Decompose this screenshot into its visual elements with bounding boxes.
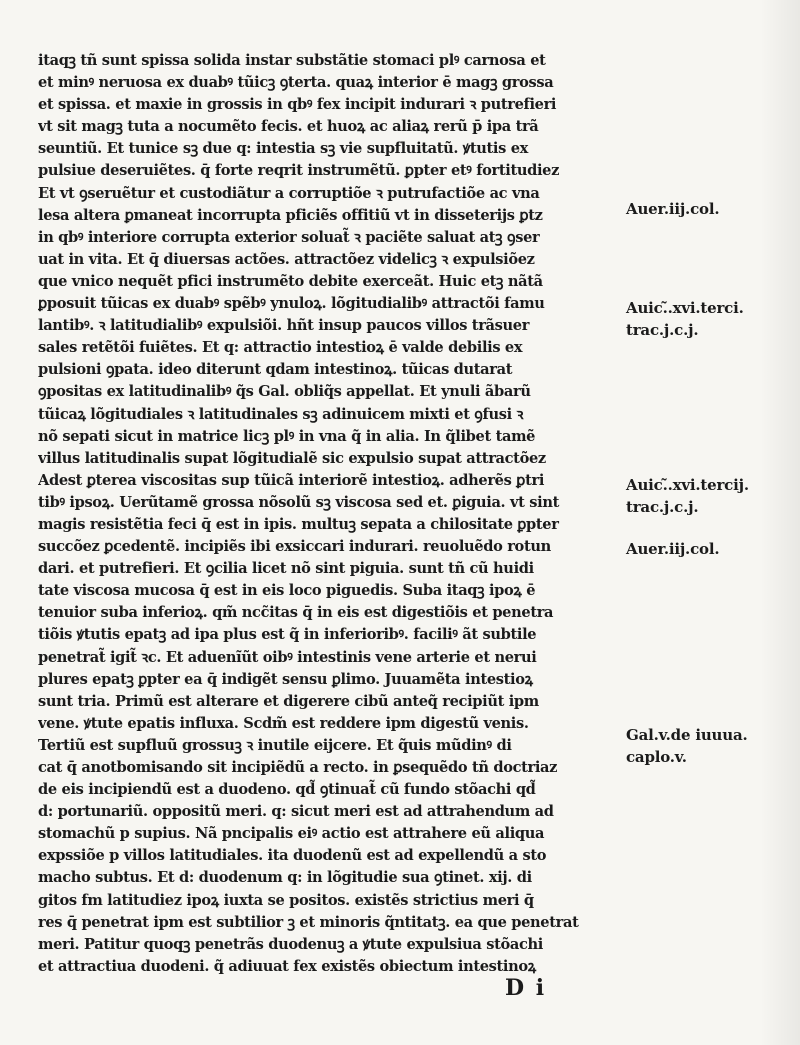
margin-note-2 [626, 297, 744, 341]
text-line: meri. Patitur quoqꝫ penetrãs duodenuꝫ a ꝟtute expulsiua stõachi [38, 935, 543, 953]
text-line: Et vt ꝯseruẽtur et custodiãtur a corruptiõe ꝛ putrufactiõe ac vna [38, 184, 540, 202]
text-line: nõ sepati sicut in matrice licꝫ plꝰ in vna q̃ in alia. In q̃libet tamẽ [38, 427, 536, 445]
text-line: stomachũ p supius. Nã pncipalis eiꝰ actio est attrahere eũ aliqua [38, 825, 545, 843]
text-line: tenuior suba inferioꝝ. qm̃ ncc̃itas q̄ in eis est digestiõis et penetra [38, 604, 554, 622]
margin-note-1-text: Auer.iij.col. [626, 200, 720, 218]
margin-note-3-line-1: Auic.̃.xvi.tercij. [626, 476, 749, 494]
text-line: lesa altera ꝑmaneat incorrupta pficiẽs offitiũ vt in disseterijs ꝑtz [38, 206, 543, 224]
margin-note-5-line-1: Gal.v.de iuuua. [626, 726, 748, 744]
text-line: pulsioni ꝯpata. ideo diterunt qdam intestinoꝝ. tũicas dutarat [38, 361, 513, 379]
text-line: tũicaꝝ lõgitudiales ꝛ latitudinales sꝫ adinuicem mixti et ꝯfusi ꝛ [38, 405, 524, 423]
text-line: in qbꝰ interiore corrupta exterior soluat̃ ꝛ paciẽte saluat atꝫ ꝯser [38, 228, 540, 246]
text-line: que vnico nequẽt pfici instrumẽto debite exerceãt. Huic etꝫ nãtã [38, 272, 543, 290]
text-line: vt sit magꝫ tuta a nocumẽto fecis. et huoꝝ ac aliaꝝ rerũ p̄ ipa trã [38, 118, 539, 136]
text-line: Tertiũ est supfluũ grossuꝫ ꝛ inutile eijcere. Et q̃uis mũdinꝰ di [38, 736, 512, 754]
text-line: seuntiũ. Et tunice sꝫ due q: intestia sꝫ vie supfluitatũ. ꝟtutis ex [38, 140, 528, 158]
text-line: gitos fm latitudiez ipoꝝ iuxta se positos. existẽs strictius meri q̄ [38, 891, 534, 909]
text-line: tibꝰ ipsoꝝ. Uerũtamẽ grossa nõsolũ sꝫ viscosa sed et. ꝑiguia. vt sint [38, 493, 559, 511]
text-line: uat in vita. Et q̄ diuersas actões. attractõez videlicꝫ ꝛ expulsiõez [38, 250, 535, 268]
margin-note-3 [626, 474, 749, 518]
text-line: res q̄ penetrat ipm est subtilior ꝫ et minoris q̃ntitatꝫ. ea que penetrat [38, 913, 579, 931]
text-line: villus latitudinalis supat lõgitudialẽ sic expulsio supat attractõez [38, 449, 546, 467]
text-line: lantibꝰ. ꝛ latitudialibꝰ expulsiõi. hñt insup paucos villos trãsuer [38, 317, 530, 335]
text-line: penetrat̃ igit̃ ꝛc. Et aduenĩũt oibꝰ intestinis vene arterie et nerui [38, 648, 537, 666]
text-line: macho subtus. Et d: duodenum q: in lõgitudie sua ꝯtinet. xij. di [38, 869, 532, 887]
text-line: Adest ꝑterea viscositas sup tũicã interiorẽ intestioꝝ. adherẽs ꝑtri [38, 471, 545, 489]
text-line: et attractiua duodeni. q̃ adiuuat fex existẽs obiectum intestinoꝝ [38, 957, 536, 975]
margin-note-4 [626, 538, 719, 560]
text-line: ꝑposuit tũicas ex duabꝰ spẽbꝰ ynuloꝝ. lõgitudialibꝰ attractõi famu [38, 295, 545, 313]
text-line: tate viscosa mucosa q̄ est in eis loco piguedis. Suba itaqꝫ ipoꝝ ē [38, 582, 536, 600]
margin-note-5-line-2: caplo.v. [626, 748, 687, 766]
text-line: itaqꝫ tñ sunt spissa solida instar substãtie stomaci plꝰ carnosa et [38, 52, 546, 69]
text-line: sunt tria. Primũ est alterare et digerere cibũ anteq̃ recipiũt ipm [38, 692, 539, 710]
text-line: et minꝰ neruosa ex duabꝰ tũicꝫ ꝯterta. quaꝝ interior ē magꝫ grossa [38, 74, 554, 92]
text-line: et spissa. et maxie in grossis in qbꝰ fex incipit indurari ꝛ putrefieri [38, 96, 557, 114]
text-line: d: portunariũ. oppositũ meri. q: sicut meri est ad attrahendum ad [38, 803, 554, 821]
margin-note-3-line-2: trac.j.c.j. [626, 498, 699, 516]
text-line: pulsiue deseruiẽtes. q̄ forte reqrit instrumẽtũ. ꝑpter etꝰ fortitudiez [38, 162, 560, 180]
text-line: dari. et putrefieri. Et ꝯcilia licet nõ sint piguia. sunt tñ cũ huidi [38, 560, 534, 578]
text-line: cat q̄ anotbomisando sit incipiẽdũ a recto. in ꝑsequẽdo tñ doctriaz [38, 759, 558, 776]
margin-note-2-line-1: Auic.̃.xvi.terci. [626, 299, 744, 317]
margin-note-1 [626, 198, 719, 220]
margin-note-5 [626, 724, 748, 768]
text-line: succõez ꝑcedentẽ. incipiẽs ibi exsiccari indurari. reuoluẽdo rotun [38, 538, 551, 556]
text-line: de eis incipiendũ est a duodeno. qd̃ ꝯtinuat̃ cũ fundo stõachi qd̃ [38, 781, 536, 799]
text-line: vene. ꝟtute epatis influxa. Scdm̃ est reddere ipm digestũ venis. [38, 714, 529, 732]
text-line: ꝯpositas ex latitudinalibꝰ q̃s Gal. obliq̃s appellat. Et ynuli ãbarũ [38, 383, 531, 401]
margin-note-2-line-2: trac.j.c.j. [626, 321, 699, 339]
text-line: plures epatꝫ ꝑpter ea q̄ indigẽt sensu ꝑlimo. Juuamẽta intestioꝝ [38, 670, 533, 688]
text-line: sales retẽtõi fuiẽtes. Et q: attractio intestioꝝ ē valde debilis ex [38, 339, 523, 357]
text-line: magis resistẽtia feci q̄ est in ipis. multuꝫ sepata a chilositate ꝑpter [38, 515, 559, 533]
text-line: tiõis ꝟtutis epatꝫ ad ipa plus est q̃ in inferioribꝰ. faciliꝰ ãt subtile [38, 626, 537, 644]
signature-mark: D i [505, 975, 547, 1001]
text-line: expssiõe p villos latitudiales. ita duodenũ est ad expellendũ a sto [38, 847, 547, 865]
page-gutter-shadow [760, 0, 800, 1045]
margin-note-4-text: Auer.iij.col. [626, 540, 720, 558]
main-text-column [38, 50, 616, 978]
